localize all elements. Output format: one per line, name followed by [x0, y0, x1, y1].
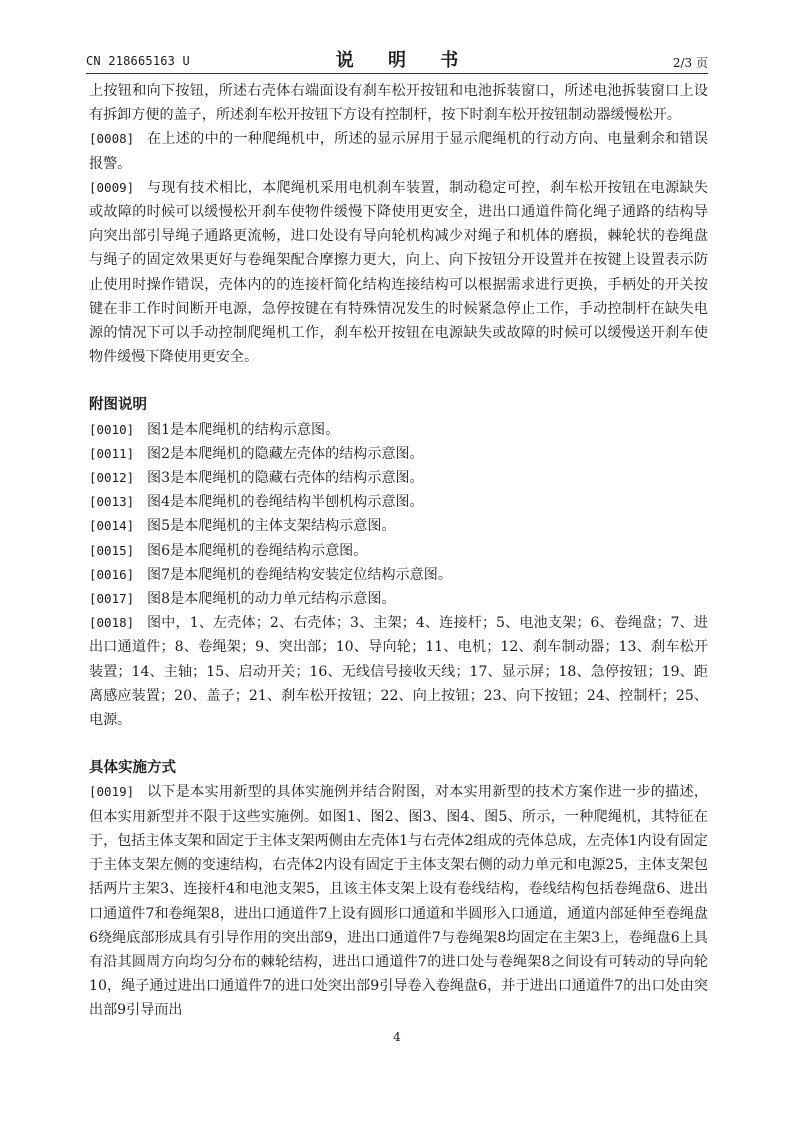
paragraph-text: 图中，1、左壳体；2、右壳体；3、主架；4、连接杆；5、电池支架；6、卷绳盘；7、进出口通道件；8、卷绳架；9、突出部；10、导向轮；11、电机；12、刹车制动器；13、刹车松开装置；14、主轴；15、启动开关；16、无线信号接收天线；17、显示屏；18、急停按钮；19、距离感应装置；20、盖子；21、刹车松开按钮；22、向上按钮；23、向下按钮；24、控制杆；25、电源。: [89, 615, 708, 729]
section-heading-embodiment: 具体实施方式: [89, 759, 176, 777]
paragraph-number: [0016]: [89, 566, 135, 582]
page-number: 4: [393, 1030, 401, 1044]
figure-item: [89, 466, 708, 490]
figure-description: 图1是本爬绳机的结构示意图。: [147, 421, 340, 438]
figure-item: [89, 539, 708, 563]
paragraph-0018: [89, 611, 708, 732]
paragraph-number: [0019]: [89, 784, 135, 800]
paragraph-number: [0013]: [89, 494, 135, 510]
figure-description: 图2是本爬绳机的隐藏左壳体的结构示意图。: [147, 445, 424, 462]
paragraph-number: [0012]: [89, 470, 135, 486]
section-heading-figures: 附图说明: [89, 396, 147, 414]
figure-list: [89, 418, 708, 612]
paragraph-number: [0011]: [89, 445, 135, 461]
paragraph-number: [0009]: [89, 179, 135, 195]
figure-item: [89, 442, 708, 466]
figure-description: 图8是本爬绳机的动力单元结构示意图。: [147, 591, 396, 608]
patent-number: CN 218665163 U: [86, 54, 190, 68]
header-rule: [86, 73, 708, 74]
paragraph-text: 与现有技术相比，本爬绳机采用电机刹车装置，制动稳定可控，刹车松开按钮在电源缺失或故障的时候可以缓慢松开刹车使物件缓慢下降使用更安全，进出口通道件简化绳子通路的结构导向突出部引导绳子通路更流畅，进口处设有导向轮机构减少对绳子和机体的磨损，棘轮状的卷绳盘与绳子的固定效果更好与卷绳架配合摩擦力更大，向上、向下按钮分开设置并在按键上设置表示防止使用时操作错误，壳体内的的连接杆简化结构连接结构可以根据需求进行更换，手柄处的开关按键在非工作时间断开电源，急停按键在有特殊情况发生的时候紧急停止工作，手动控制杆在缺失电源的情况下可以手动控制爬绳机工作，刹车松开按钮在电源缺失或故障的时候可以缓慢送开刹车使物件缓慢下降使用更安全。: [89, 179, 708, 366]
paragraph-number: [0010]: [89, 421, 135, 437]
paragraph-number: [0017]: [89, 591, 135, 607]
page-header: [86, 46, 708, 72]
figure-item: [89, 514, 708, 538]
figure-description: 图3是本爬绳机的隐藏右壳体的结构示意图。: [147, 470, 424, 487]
paragraph-number: [0008]: [89, 131, 135, 147]
paragraph-text: 在上述的中的一种爬绳机中，所述的显示屏用于显示爬绳机的行动方向、电量剩余和错误报警。: [89, 131, 708, 172]
figure-description: 图4是本爬绳机的卷绳结构半刨机构示意图。: [147, 494, 424, 511]
paragraph-number: [0014]: [89, 518, 135, 534]
figure-item: [89, 587, 708, 611]
figure-description: 图5是本爬绳机的主体支架结构示意图。: [147, 518, 396, 535]
paragraph-0019: [89, 780, 708, 1022]
paragraph-text: 以下是本实用新型的具体实施例并结合附图，对本实用新型的技术方案作进一步的描述，但本实用新型并不限于这些实施例。如图1、图2、图3、图4、图5、所示，一种爬绳机，其特征在于，包括主体支架和固定于主体支架两侧由左壳体1与右壳体2组成的壳体总成，左壳体1内设有固定于主体支架左侧的变速结构，右壳体2内设有固定于主体支架右侧的动力单元和电源25，主体支架包括两片主架3、连接杆4和电池支架5，且该主体支架上设有卷线结构，卷线结构包括卷绳盘6、进出口通道件7和卷绳架8，进出口通道件7上设有圆形口通道和半圆形入口通道，通道内部延伸至卷绳盘6绕绳底部形成具有引导作用的突出部9，进出口通道件7与卷绳架8均固定在主架3上，卷绳盘6上具有沿其圆周方向均匀分布的棘轮结构，进出口通道件7的进口处与卷绳架8之间设有可转动的导向轮10，绳子通过进出口通道件7的进口处突出部9引导卷入卷绳盘6，并于进出口通道件7的出口处由突出部9引导而出: [89, 784, 708, 1019]
figure-description: 图6是本爬绳机的卷绳结构示意图。: [147, 542, 368, 559]
paragraph-0009: [89, 176, 708, 370]
document-title: 说 明 书: [335, 50, 473, 71]
figure-item: [89, 418, 708, 442]
page-indicator: 2/3 页: [672, 56, 708, 70]
paragraph-0008: [89, 127, 708, 175]
paragraph-intro: 上按钮和向下按钮，所述右壳体右端面设有刹车松开按钮和电池拆装窗口，所述电池拆装窗口上设有拆卸方便的盖子，所述刹车松开按钮下方设有控制杆，按下时刹车松开按钮制动器缓慢松开。: [89, 83, 708, 124]
document-body: [89, 79, 708, 1023]
figure-item: [89, 490, 708, 514]
figure-description: 图7是本爬绳机的卷绳结构安装定位结构示意图。: [147, 566, 452, 583]
paragraph-number: [0015]: [89, 542, 135, 558]
figure-item: [89, 563, 708, 587]
paragraph-number: [0018]: [89, 615, 135, 631]
